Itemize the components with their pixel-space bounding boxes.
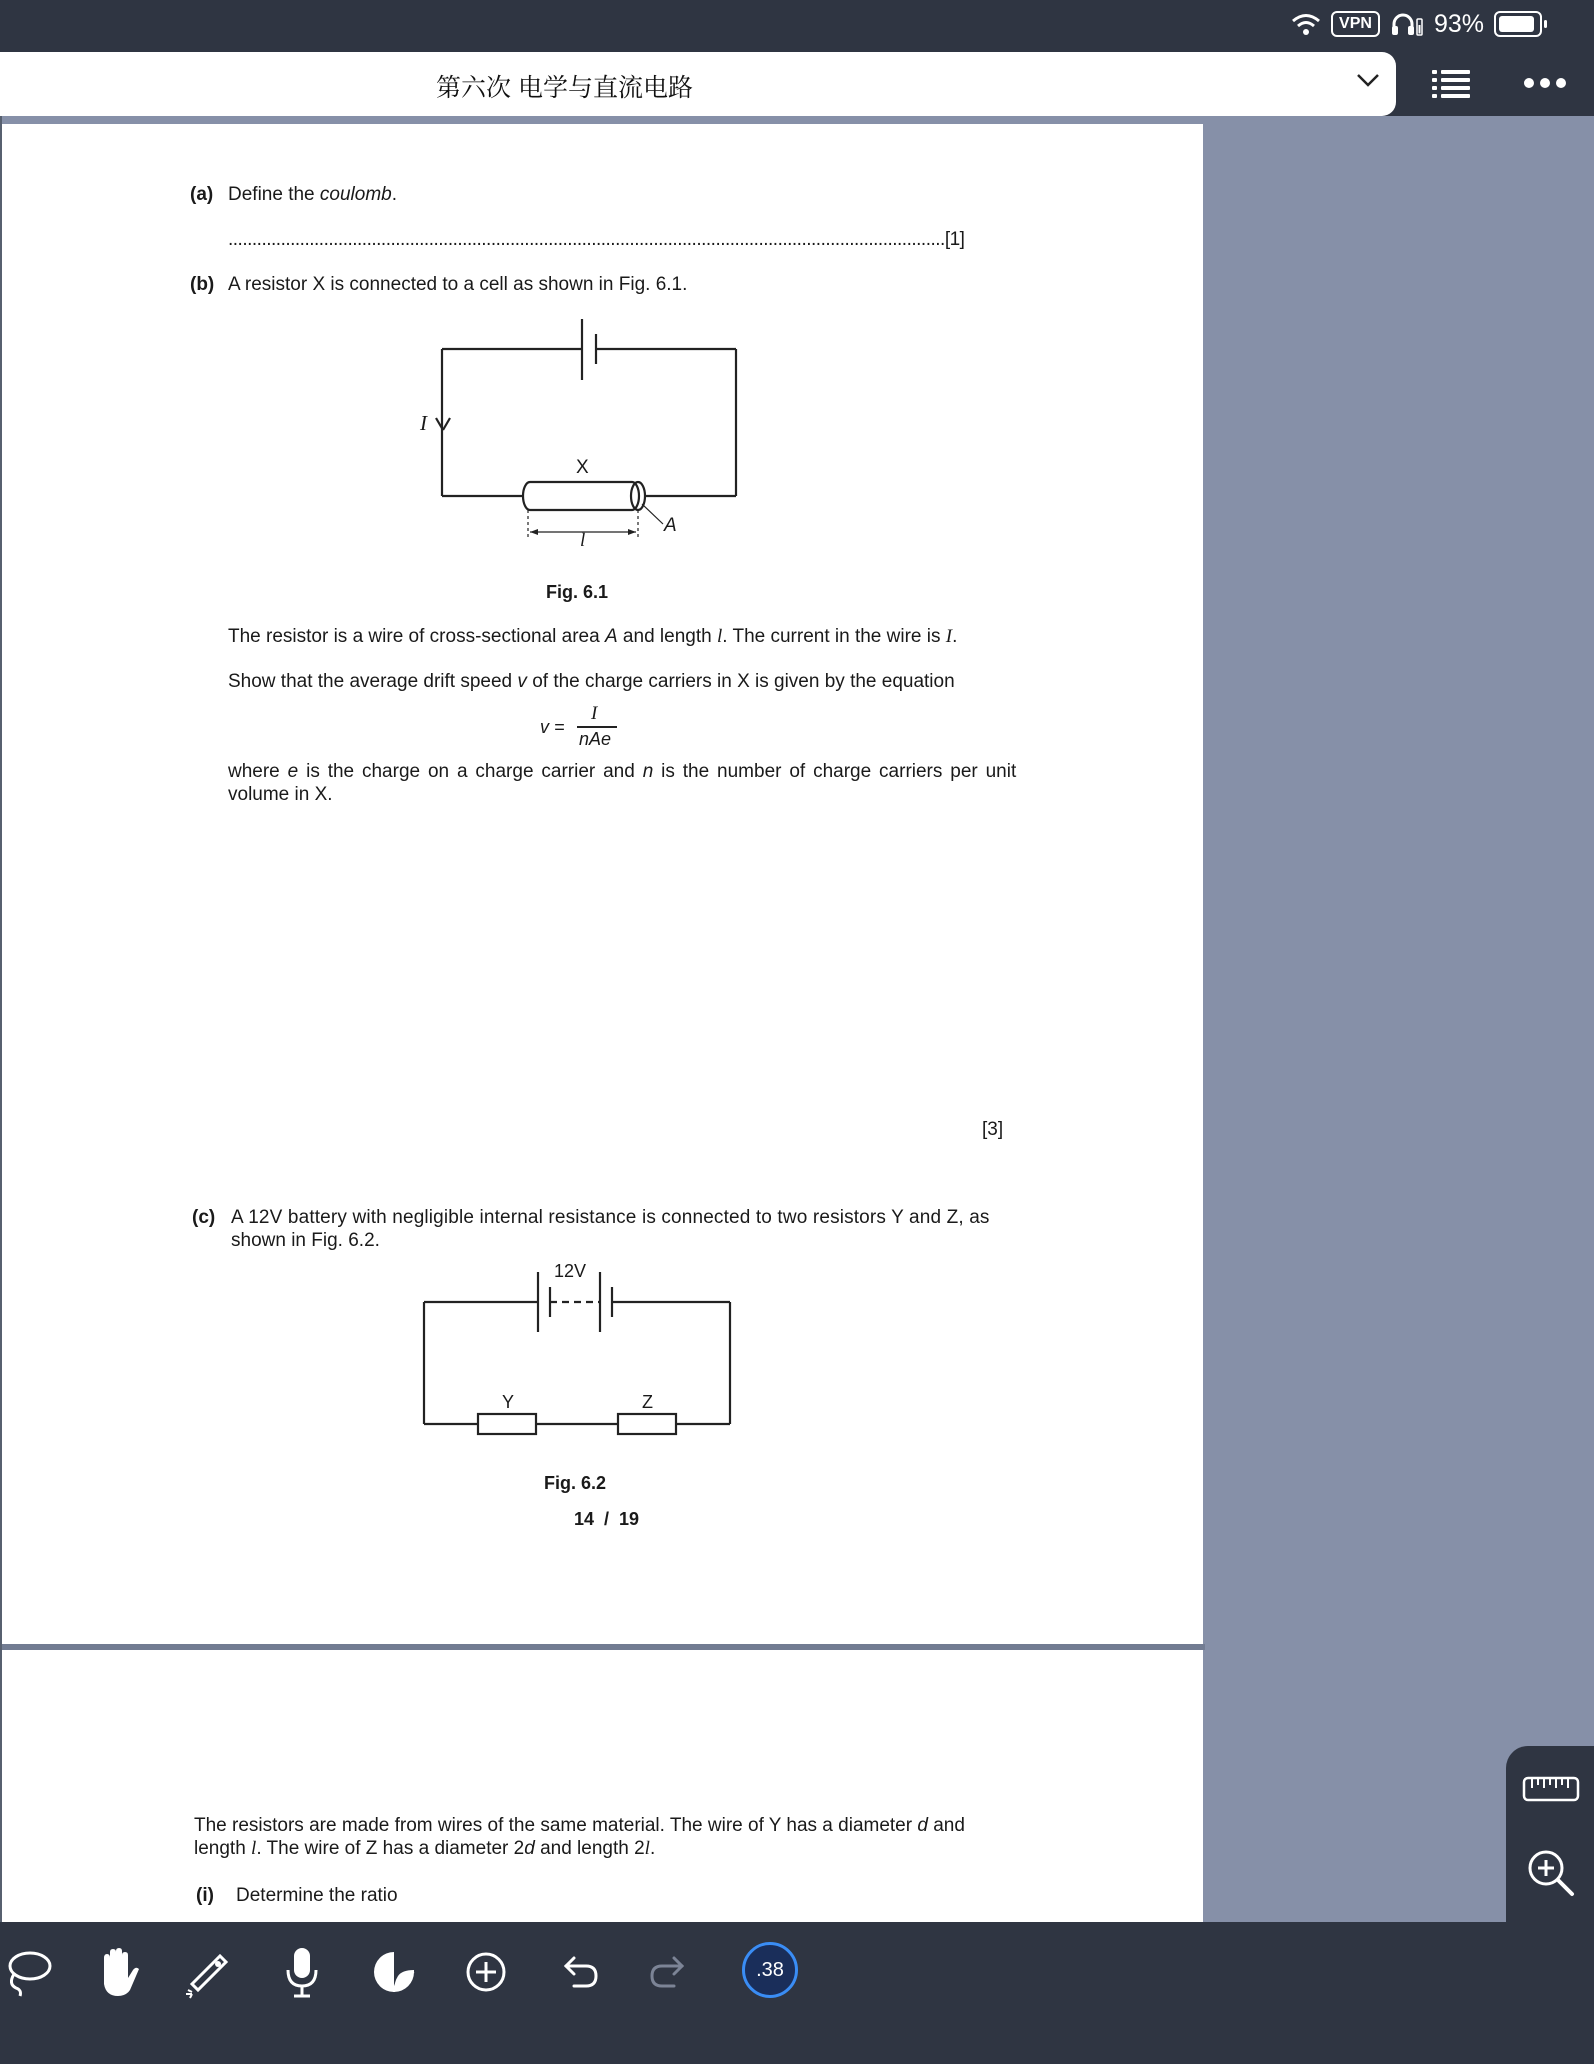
laser-pointer-icon[interactable] bbox=[180, 1944, 236, 2000]
question-b-body-2: Show that the average drift speed v of the charge carriers in X is given by the equation bbox=[228, 671, 955, 692]
document-title: 第六次 电学与直流电路 bbox=[436, 74, 693, 102]
battery-percent: 93% bbox=[1433, 9, 1484, 38]
side-tool-panel bbox=[1506, 1746, 1594, 1922]
fig61-current-label: I bbox=[420, 411, 427, 435]
equation-numerator: I bbox=[591, 703, 598, 724]
headphones-icon bbox=[1390, 11, 1424, 37]
pdf-page-14 bbox=[2, 124, 1203, 1644]
more-icon[interactable] bbox=[1524, 78, 1566, 88]
fig62-caption: Fig. 6.2 bbox=[544, 1473, 607, 1493]
vpn-badge: VPN bbox=[1331, 11, 1380, 37]
question-b-label: (b) bbox=[190, 274, 215, 295]
chevron-down-icon[interactable] bbox=[1356, 72, 1380, 88]
question-a-text: Define the coulomb. bbox=[228, 184, 398, 205]
equation-lhs: v = bbox=[540, 717, 565, 737]
microphone-icon[interactable] bbox=[274, 1944, 330, 2000]
question-b-body-4: volume in X. bbox=[228, 784, 333, 805]
answer-line-a: ......................................................................................................................................................[1] bbox=[228, 229, 965, 250]
page2-text-1: The resistors are made from wires of the same material. The wire of Y has a diameter d and bbox=[194, 1815, 965, 1836]
list-icon[interactable] bbox=[1432, 68, 1470, 102]
question-c-text-2: shown in Fig. 6.2. bbox=[231, 1230, 380, 1251]
status-bar bbox=[0, 0, 1594, 48]
add-icon[interactable] bbox=[458, 1944, 514, 2000]
fig61-resistor-label: X bbox=[576, 457, 589, 478]
question-a-label: (a) bbox=[190, 184, 214, 205]
question-b-body-1: The resistor is a wire of cross-sectional area A and length l. The current in the wire is I. bbox=[228, 626, 958, 647]
hand-icon[interactable] bbox=[90, 1944, 146, 2000]
question-b-text: A resistor X is connected to a cell as shown in Fig. 6.1. bbox=[228, 274, 688, 295]
fig62-z-label: Z bbox=[642, 1392, 653, 1412]
wifi-icon bbox=[1291, 12, 1321, 36]
page-indicator-button[interactable]: .38 bbox=[742, 1942, 798, 1998]
question-c-text-1: A 12V battery with negligible internal resistance is connected to two resistors Y and Z, as bbox=[231, 1207, 990, 1228]
question-c-label: (c) bbox=[192, 1207, 216, 1228]
undo-icon[interactable] bbox=[550, 1944, 606, 2000]
ruler-icon[interactable] bbox=[1522, 1776, 1580, 1802]
zoom-in-icon[interactable] bbox=[1526, 1848, 1576, 1898]
question-i-label: (i) bbox=[196, 1885, 214, 1906]
lasso-icon[interactable] bbox=[0, 1944, 56, 2000]
question-b-body-3: where e is the charge on a charge carrier and n is the number of charge carriers per unit bbox=[228, 761, 1017, 782]
fig61-length-label: l bbox=[580, 530, 586, 551]
left-edge bbox=[0, 116, 2, 1922]
fig61-area-label: A bbox=[664, 515, 677, 536]
page2-text-2: length l. The wire of Z has a diameter 2d and length 2l. bbox=[194, 1838, 656, 1859]
pdf-page-15 bbox=[2, 1650, 1203, 1922]
question-b-marks: [3] bbox=[982, 1119, 1004, 1140]
question-i-text: Determine the ratio bbox=[236, 1885, 398, 1906]
page-number: 14 / 19 bbox=[574, 1509, 640, 1529]
figure-6-1 bbox=[2, 124, 1203, 1644]
bottom-toolbar bbox=[0, 1922, 1594, 2064]
fig62-y-label: Y bbox=[502, 1392, 515, 1412]
fig61-caption: Fig. 6.1 bbox=[546, 582, 609, 602]
sticker-icon[interactable] bbox=[366, 1944, 422, 2000]
redo-icon[interactable] bbox=[642, 1944, 698, 2000]
title-bar bbox=[0, 52, 1396, 116]
equation-denominator: nAe bbox=[579, 729, 612, 749]
fig62-voltage-label: 12V bbox=[554, 1261, 587, 1281]
battery-icon bbox=[1494, 11, 1542, 37]
